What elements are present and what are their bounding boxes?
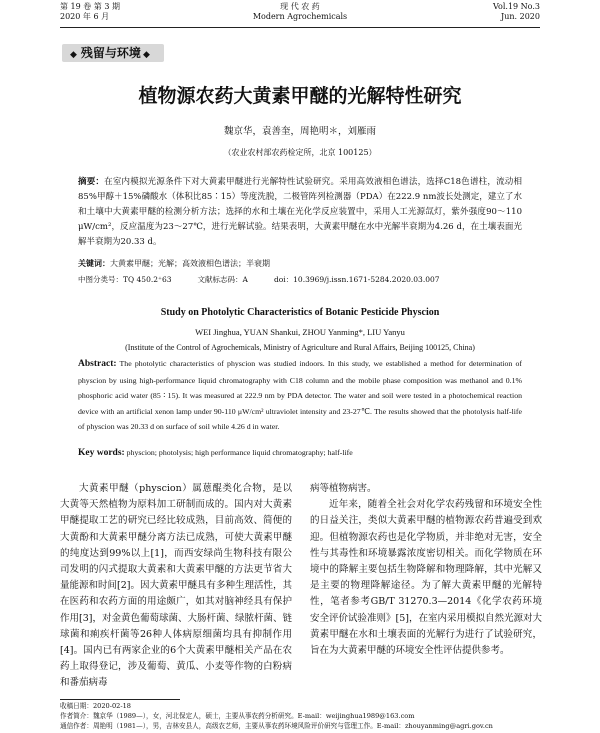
keywords-label: Key words: xyxy=(78,448,125,458)
body-paragraph: 近年来，随着全社会对化学农药残留和环境安全性的日益关注，类似大黄素甲醚的植物源农药普遍受到欢迎。但植物源农药也是化学物质，并非绝对无害，安全性与其毒性和环境暴露浓度密切相关。而化学物质在环境中的降解主要包括生物降解和物理降解，其中光解又是主要的物理降解途径。为了解大黄素甲醚的光解特性，笔者参考GB/T 31270.3—2014《化学农药环境安全评价试验准则》[5]，在室内采用模拟自然光源对大黄素甲醚在水和土壤表面的光解行为进行了试验研究，旨在为大黄素甲醚的环境安全性评估提供参考。 xyxy=(310,499,542,657)
header-volume: 第 19 卷 第 3 期 2020 年 6 月 xyxy=(60,2,120,21)
chinese-keywords xyxy=(78,258,522,269)
header-volume-en: Vol.19 No.3 Jun. 2020 xyxy=(493,2,540,21)
english-title: Study on Photolytic Characteristics of Botanic Pesticide Physcion xyxy=(160,307,440,318)
body-column-left xyxy=(60,481,292,692)
affiliation: （农业农村部农药检定所，北京 100125） xyxy=(223,148,377,157)
footnote-corresponding: 通信作者：周艳明（1981—），男，吉林安县人，高级农艺师，主要从事农药环境风险评价研究与管理工作。E-mail：zhouyanming@agri.gov.cn xyxy=(60,722,493,730)
document-code: 文献标志码：A xyxy=(197,275,248,284)
running-header xyxy=(60,0,540,26)
english-abstract xyxy=(78,356,522,435)
classification-line xyxy=(78,274,522,285)
english-keywords xyxy=(78,448,522,458)
clc-number: 中图分类号：TQ 450.2⁺63 xyxy=(78,275,172,284)
section-tag: ◆ 残留与环境 ◆ xyxy=(62,44,164,62)
keywords-label: 关键词： xyxy=(78,258,110,268)
body-paragraph: 大黄素甲醚（physcion）属蒽醌类化合物，是以大黄等天然植物为原料加工研制而成的。国内对大黄素甲醚提取工艺的研究已经比较成熟，目前高效、简便的大黄酚和大黄素甲醚分离方法已成熟，可使大黄素甲醚的纯度达到99%以上[1]，而西安绿尚生物科技有限公司发明的闪式提取大黄素和大黄素甲醚的方法更节省大量能源和时间[2]。因大黄素甲醚具有多种生理活性，其在医药和农药方面的用途颇广，如其对脑神经具有保护作用[3]，对金黄色葡萄球菌、大肠杆菌、绿脓杆菌、链球菌和痢疾杆菌等26种人体病原细菌均具有抑制作用[4]。国内已有两家企业的6个大黄素甲醚相关产品在农药上取得登记，涉及葡萄、黄瓜、小麦等作物的白粉病和番茄病毒 xyxy=(60,483,292,689)
header-journal: 现 代 农 药 Modern Agrochemicals xyxy=(252,2,348,21)
keywords-text: physcion; photolysis; high performance liquid chromatography; half-life xyxy=(126,448,353,457)
author-list: 魏京华，袁善奎，周艳明＊，刘雁雨 xyxy=(223,126,376,137)
diamond-icon: ◆ xyxy=(142,50,150,60)
footnote-author: 作者简介：魏京华（1989—），女，河北保定人，硕士，主要从事农药分析研究。E-mail：weijinghua1989@163.com xyxy=(60,712,415,720)
abstract-text: 在室内模拟光源条件下对大黄素甲醚进行光解特性试验研究。采用高效液相色谱法，选择C18色谱柱，流动相85%甲醇＋15%磷酸水（体积比85∶15）等度洗脱，二极管阵列检测器（PDA）在222.9 nm波长处测定，建立了水和土壤中大黄素甲醚的检测分析方法；选择的水和土壤在光化学反应装置中，采用人工光源氙灯，紫外强度90～110 μW/cm²，反应温度为23～27℃，进行光解试验。结果表明，大黄素甲醚在水中光解半衰期为4.26 d，在土壤表面光解半衰期为20.33 d。 xyxy=(78,177,522,247)
english-affiliation: (Institute of the Control of Agrochemicals, Ministry of Agriculture and Rural Affairs, Beijing 100125, China) xyxy=(125,343,475,352)
keywords-text: 大黄素甲醚；光解；高效液相色谱法；半衰期 xyxy=(110,259,270,268)
body-column-right xyxy=(310,481,542,659)
abstract-text: The photolytic characteristics of physcion was studied indoors. In this study, we established a method for determination of physcion by using high-performance liquid chromatography with C18 column and the mobile phase composition was methanol and 0.1% phosphoric acid water (85 ∶ 15). It was measured at 222.9 nm by PDA detector. The water and soil were tested in a photochemical reaction device with an artificial xenon lamp under 90-110 μW/cm² ultraviolet intensity and 23-27℃. The results showed that the photolysis half-life of physcion was 20.33 d on surface of soil while 4.26 d in water. xyxy=(78,359,522,431)
footnote-received: 收稿日期：2020-02-18 xyxy=(60,702,131,710)
body-paragraph-continued: 病等植物病害。 xyxy=(310,483,377,494)
abstract-label: Abstract: xyxy=(78,359,117,369)
english-authors: WEI Jinghua, YUAN Shankui, ZHOU Yanming*, LIU Yanyu xyxy=(195,327,405,337)
chinese-abstract xyxy=(78,175,522,250)
footnote-divider xyxy=(60,699,180,700)
doi: doi：10.3969/j.issn.1671-5284.2020.03.007 xyxy=(273,275,440,284)
abstract-label: 摘要： xyxy=(78,177,105,187)
diamond-icon: ◆ xyxy=(70,50,77,60)
header-divider xyxy=(60,27,540,28)
paper-title: 植物源农药大黄素甲醚的光解特性研究 xyxy=(138,85,462,107)
